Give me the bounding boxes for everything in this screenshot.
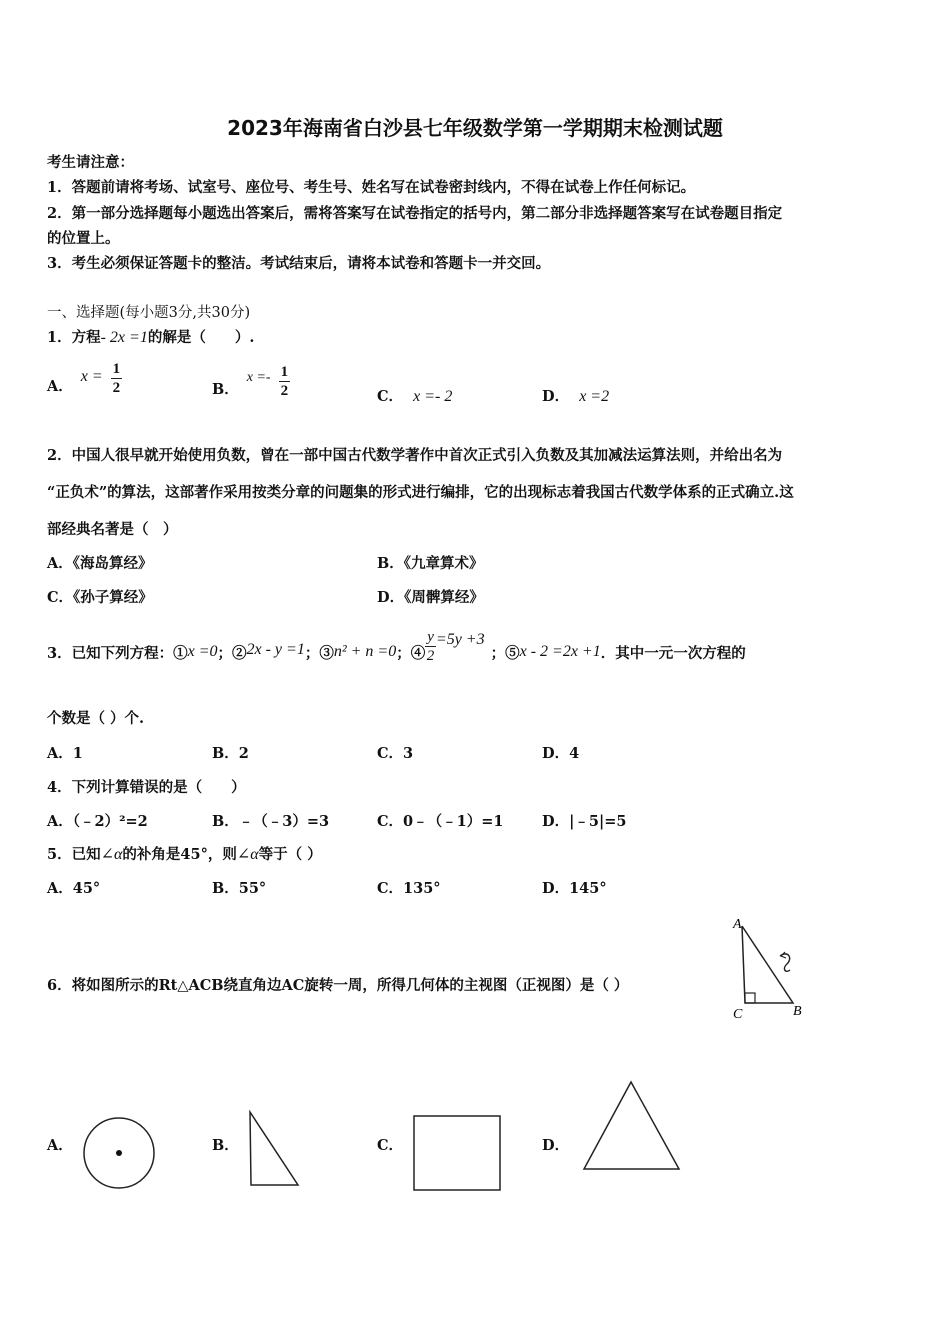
q6-option-a-circle <box>80 1114 160 1194</box>
option-expr: x =2 <box>579 388 610 405</box>
q1-option-a <box>47 360 122 397</box>
q3-eq-3: n² + n =0 <box>333 643 397 660</box>
denominator: 2 <box>112 380 121 396</box>
q2-line-1: 2．中国人很早就开始使用负数，曾在一部中国古代数学著作中首次正式引入负数及其加减法运算法则，并给出名为 <box>47 447 783 464</box>
option-label: B． <box>212 381 239 398</box>
option-lhs: x = <box>80 367 103 385</box>
q3-eq-5: x - 2 =2x +1 <box>519 643 601 660</box>
numerator: 1 <box>280 364 289 380</box>
notice-item-3: 3．考生必须保证答题卡的整洁。考试结束后，请将本试卷和答题卡一并交回。 <box>47 255 551 272</box>
q4-stem: 4．下列计算错误的是（ ） <box>47 779 246 796</box>
center-dot <box>116 1150 122 1156</box>
q3-option-a: A．1 <box>47 745 83 762</box>
q4-option-b: B．﹣（﹣3）=3 <box>212 813 330 830</box>
q1-option-c <box>377 385 452 406</box>
q5-option-b: B．55° <box>212 880 267 897</box>
q2-option-a: A．《海岛算经》 <box>47 555 153 572</box>
q5-angle: ∠α <box>100 846 123 863</box>
denominator: 2 <box>426 647 435 664</box>
q1-suffix: 的解是（ ）. <box>147 329 255 346</box>
q3-sep: ；③ <box>304 644 334 662</box>
notice-heading: 考生请注意： <box>47 154 134 171</box>
notice-item-2: 2．第一部分选择题每小题选出答案后，需将答案写在试卷指定的括号内，第二部分非选择题答案写在试卷题目指定 <box>47 205 783 222</box>
option-label: A． <box>47 378 73 395</box>
q4-option-c: C．0﹣（﹣1）=1 <box>377 813 504 830</box>
denominator: 2 <box>280 383 289 399</box>
q5-stem-c: 等于（ ） <box>258 846 322 863</box>
q1-equation: - 2x =1 <box>100 329 148 346</box>
q1-prefix: 1．方程 <box>47 329 101 346</box>
q3-sep: ；② <box>217 644 247 662</box>
q3-eq-4-rest: =5y +3 <box>435 631 485 648</box>
numerator: y <box>427 628 434 645</box>
q3-sep: ；④ <box>396 644 426 662</box>
q5-stem <box>47 843 322 864</box>
q2-option-b: B．《九章算术》 <box>377 555 484 572</box>
q4-option-a: A．（﹣2）²=2 <box>47 813 148 830</box>
q6-stem: 6．将如图所示的Rt△ACB绕直角边AC旋转一周，所得几何体的主视图（正视图）是（ ） <box>47 977 629 994</box>
q5-option-a: A．45° <box>47 880 101 897</box>
option-label: D． <box>542 388 570 405</box>
label-c: C <box>733 1007 743 1022</box>
q2-line-3: 部经典名著是（ ） <box>47 521 178 538</box>
page-title: 2023年海南省白沙县七年级数学第一学期期末检测试题 <box>227 116 723 140</box>
q3-option-d: D．4 <box>542 745 580 762</box>
q3-eq-2: 2x - y =1 <box>246 641 305 658</box>
q5-angle: ∠α <box>236 846 259 863</box>
q6-option-c-square <box>412 1114 504 1194</box>
rectangle-shape <box>414 1116 500 1190</box>
q6-option-d-label: D． <box>542 1137 570 1154</box>
q1-option-b <box>212 363 290 400</box>
arrow-head <box>781 952 786 958</box>
q1-stem <box>47 326 254 347</box>
option-expr: x =- 2 <box>413 388 453 405</box>
option-lhs: x =- <box>246 369 271 385</box>
q3-eq-1: x =0 <box>187 643 218 660</box>
q3-sep: ；⑤ <box>490 644 520 662</box>
q5-option-d: D．145° <box>542 880 607 897</box>
triangle-acb <box>742 926 793 1003</box>
fraction <box>111 360 123 397</box>
right-angle-mark <box>745 993 755 1003</box>
isosceles-triangle-shape <box>584 1082 679 1169</box>
q3-stem <box>47 622 746 682</box>
q3-line-2: 个数是（ ）个. <box>47 710 145 727</box>
q3-prefix: 3．已知下列方程：① <box>47 644 188 662</box>
q6-triangle-figure <box>725 912 815 1022</box>
q1-option-d <box>542 385 609 406</box>
numerator: 1 <box>112 361 121 377</box>
q4-option-d: D．|﹣5|=5 <box>542 813 627 830</box>
q2-line-2: “正负术”的算法，这部著作采用按类分章的问题集的形式进行编排，它的出现标志着我国古代数学体系的正式确立.这 <box>47 484 794 501</box>
notice-item-2-cont: 的位置上。 <box>47 230 120 247</box>
q2-option-c: C．《孙子算经》 <box>47 589 153 606</box>
q2-option-d: D．《周髀算经》 <box>377 589 484 606</box>
label-a: A <box>733 917 742 932</box>
q5-option-c: C．135° <box>377 880 441 897</box>
section-heading: 一、选择题(每小题3分,共30分) <box>47 305 251 321</box>
q3-option-c: C．3 <box>377 745 414 762</box>
q5-stem-a: 5．已知 <box>47 846 101 863</box>
fraction <box>279 363 291 400</box>
label-b: B <box>793 1004 802 1019</box>
q6-option-a-label: A． <box>47 1137 73 1154</box>
q6-option-d-triangle <box>580 1078 684 1174</box>
q3-option-b: B．2 <box>212 745 249 762</box>
right-triangle-shape <box>250 1112 298 1185</box>
option-label: C． <box>377 388 404 405</box>
q3-eq-4-fraction <box>425 628 436 665</box>
q5-stem-b: 的补角是45°，则 <box>122 846 237 863</box>
notice-item-1: 1．答题前请将考场、试室号、座位号、考生号、姓名写在试卷密封线内，不得在试卷上作任何标记。 <box>47 179 696 196</box>
q6-option-c-label: C． <box>377 1137 404 1154</box>
q6-option-b-triangle <box>245 1108 305 1190</box>
q3-suffix: ．其中一元一次方程的 <box>600 644 746 662</box>
q6-option-b-label: B． <box>212 1137 239 1154</box>
